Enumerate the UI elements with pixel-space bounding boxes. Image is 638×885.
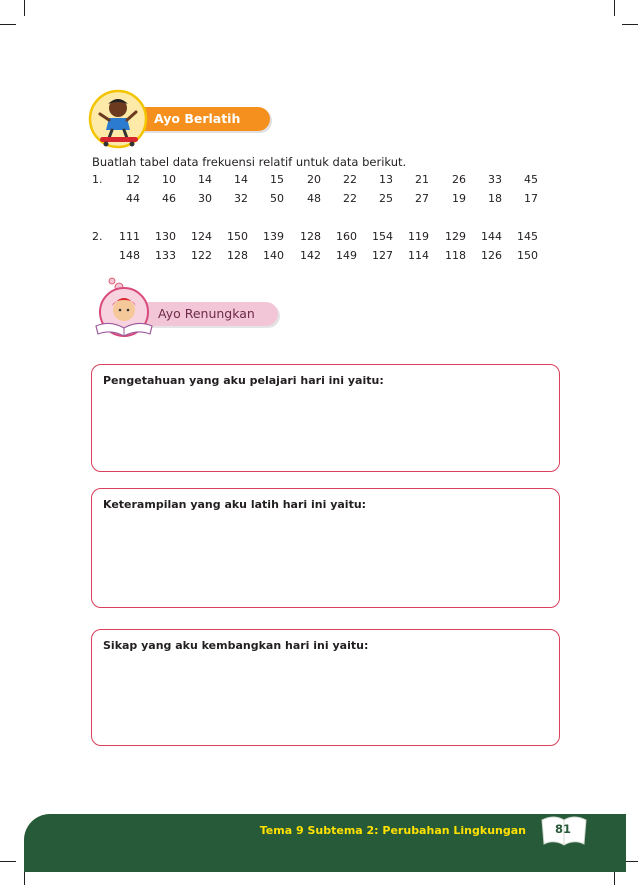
crop-mark	[0, 24, 16, 25]
data-value: 20	[307, 173, 321, 186]
footer-theme-text: Tema 9 Subtema 2: Perubahan Lingkungan	[259, 824, 526, 837]
data-value: 44	[126, 192, 140, 205]
data-value: 21	[415, 173, 429, 186]
thinking-girl-icon	[88, 276, 154, 342]
reflect-header-label: Ayo Renungkan	[158, 306, 255, 321]
data-value: 149	[336, 249, 357, 262]
data-value: 118	[445, 249, 466, 262]
data-value: 129	[445, 230, 466, 243]
data-value: 30	[198, 192, 212, 205]
data-value: 128	[227, 249, 248, 262]
data-value: 46	[162, 192, 176, 205]
data-value: 17	[524, 192, 538, 205]
data-value: 22	[343, 192, 357, 205]
data-value: 145	[517, 230, 538, 243]
page-footer	[24, 814, 626, 872]
reflection-box-knowledge[interactable]	[91, 364, 560, 472]
problem-2-row-2	[0, 249, 638, 263]
data-value: 154	[372, 230, 393, 243]
page-number: 81	[554, 822, 571, 836]
data-value: 140	[263, 249, 284, 262]
data-value: 45	[524, 173, 538, 186]
data-value: 19	[452, 192, 466, 205]
skater-boy-icon	[86, 88, 152, 152]
data-value: 119	[408, 230, 429, 243]
reflection-box-skills[interactable]	[91, 488, 560, 608]
data-value: 150	[227, 230, 248, 243]
data-value: 144	[481, 230, 502, 243]
data-value: 128	[300, 230, 321, 243]
data-value: 130	[155, 230, 176, 243]
data-value: 133	[155, 249, 176, 262]
data-value: 148	[119, 249, 140, 262]
data-value: 160	[336, 230, 357, 243]
data-value: 111	[119, 230, 140, 243]
data-value: 139	[263, 230, 284, 243]
data-value: 33	[488, 173, 502, 186]
problem-1-row-2	[0, 192, 638, 206]
practice-header-label: Ayo Berlatih	[154, 111, 241, 126]
crop-mark	[614, 0, 615, 16]
data-value: 48	[307, 192, 321, 205]
reflection-box-title: Pengetahuan yang aku pelajari hari ini yaitu:	[103, 374, 384, 387]
data-value: 10	[162, 173, 176, 186]
data-value: 126	[481, 249, 502, 262]
instruction-text: Buatlah tabel data frekuensi relatif untuk data berikut.	[92, 155, 407, 169]
data-value: 18	[488, 192, 502, 205]
data-value: 150	[517, 249, 538, 262]
data-value: 124	[191, 230, 212, 243]
problem-1-row-1	[0, 173, 638, 187]
data-value: 14	[198, 173, 212, 186]
data-value: 27	[415, 192, 429, 205]
crop-mark	[24, 0, 25, 16]
problem-2-label: 2.	[92, 230, 103, 243]
data-value: 114	[408, 249, 429, 262]
reflection-box-attitude[interactable]	[91, 629, 560, 746]
data-value: 14	[234, 173, 248, 186]
data-value: 122	[191, 249, 212, 262]
data-value: 127	[372, 249, 393, 262]
data-value: 22	[343, 173, 357, 186]
crop-mark	[622, 24, 638, 25]
problem-1-label: 1.	[92, 173, 103, 186]
reflection-box-title: Keterampilan yang aku latih hari ini yaitu:	[103, 498, 367, 511]
data-value: 12	[126, 173, 140, 186]
problem-2-row-1	[0, 230, 638, 244]
data-value: 15	[270, 173, 284, 186]
data-value: 50	[270, 192, 284, 205]
data-value: 26	[452, 173, 466, 186]
crop-mark	[0, 861, 16, 862]
data-value: 32	[234, 192, 248, 205]
data-value: 142	[300, 249, 321, 262]
data-value: 25	[379, 192, 393, 205]
reflection-box-title: Sikap yang aku kembangkan hari ini yaitu:	[103, 639, 369, 652]
data-value: 13	[379, 173, 393, 186]
